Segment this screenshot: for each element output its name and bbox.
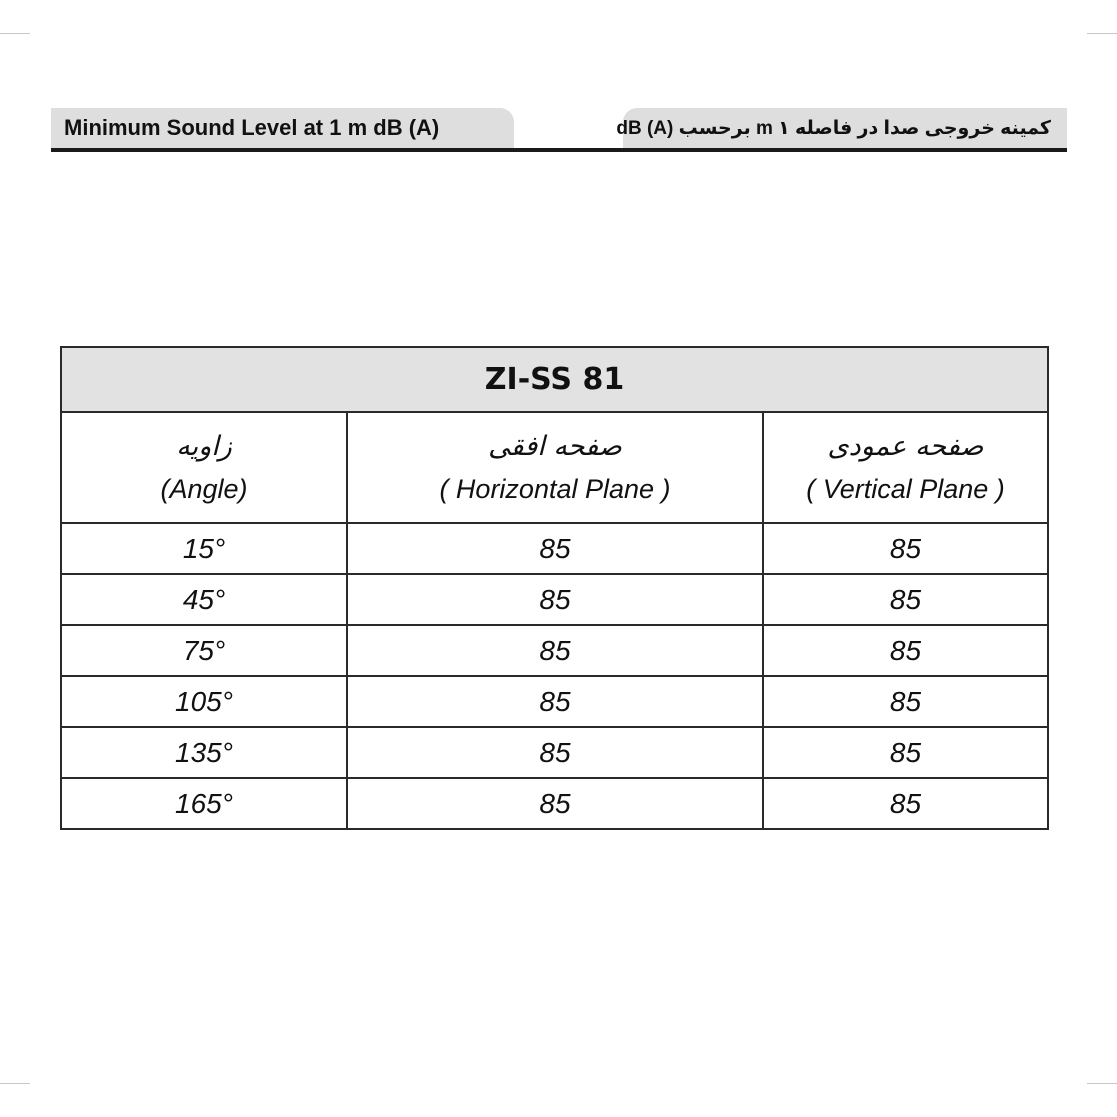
sound-level-table: [60, 346, 1049, 830]
table-row: [61, 727, 1048, 778]
column-header-angle-en: (Angle): [160, 473, 248, 504]
vertical-cell: 85: [763, 676, 1048, 727]
column-header-horizontal-fa: صفحه افقی: [488, 430, 622, 462]
table-row: [61, 574, 1048, 625]
vertical-cell: 85: [763, 523, 1048, 574]
table-title-row: [61, 347, 1048, 412]
horizontal-cell: 85: [347, 778, 763, 829]
column-header-angle-fa: زاویه: [176, 430, 232, 462]
column-header-vertical-fa: صفحه عمودی: [827, 430, 984, 462]
header-title-english-text: Minimum Sound Level at 1 m dB (A): [64, 115, 440, 140]
model-name: ZI-SS 81: [61, 347, 1048, 412]
angle-cell: 135°: [61, 727, 347, 778]
horizontal-cell: 85: [347, 676, 763, 727]
crop-mark-top-left: [0, 33, 30, 34]
vertical-cell: 85: [763, 625, 1048, 676]
vertical-cell: 85: [763, 574, 1048, 625]
header-title-persian-text: کمینه خروجی صدا در فاصله ۱ m برحسب dB (A): [616, 117, 1051, 139]
table-header-row: [61, 412, 1048, 523]
angle-cell: 105°: [61, 676, 347, 727]
vertical-cell: 85: [763, 778, 1048, 829]
angle-cell: 165°: [61, 778, 347, 829]
horizontal-cell: 85: [347, 574, 763, 625]
column-header-angle: [61, 412, 347, 523]
column-header-horizontal-en: ( Horizontal Plane ): [439, 473, 671, 504]
header-divider: [51, 148, 1067, 152]
angle-cell: 45°: [61, 574, 347, 625]
angle-cell: 75°: [61, 625, 347, 676]
crop-mark-bottom-right: [1087, 1083, 1117, 1084]
header-title-english: [51, 108, 514, 148]
column-header-vertical-en: ( Vertical Plane ): [806, 473, 1005, 504]
horizontal-cell: 85: [347, 727, 763, 778]
vertical-cell: 85: [763, 727, 1048, 778]
header-title-persian: [616, 108, 1067, 148]
section-header: [51, 108, 1067, 152]
crop-mark-top-right: [1087, 33, 1117, 34]
crop-mark-bottom-left: [0, 1083, 30, 1084]
column-header-horizontal: [347, 412, 763, 523]
table-row: [61, 523, 1048, 574]
table-row: [61, 625, 1048, 676]
table-row: [61, 778, 1048, 829]
angle-cell: 15°: [61, 523, 347, 574]
table-row: [61, 676, 1048, 727]
column-header-vertical: [763, 412, 1048, 523]
horizontal-cell: 85: [347, 625, 763, 676]
horizontal-cell: 85: [347, 523, 763, 574]
